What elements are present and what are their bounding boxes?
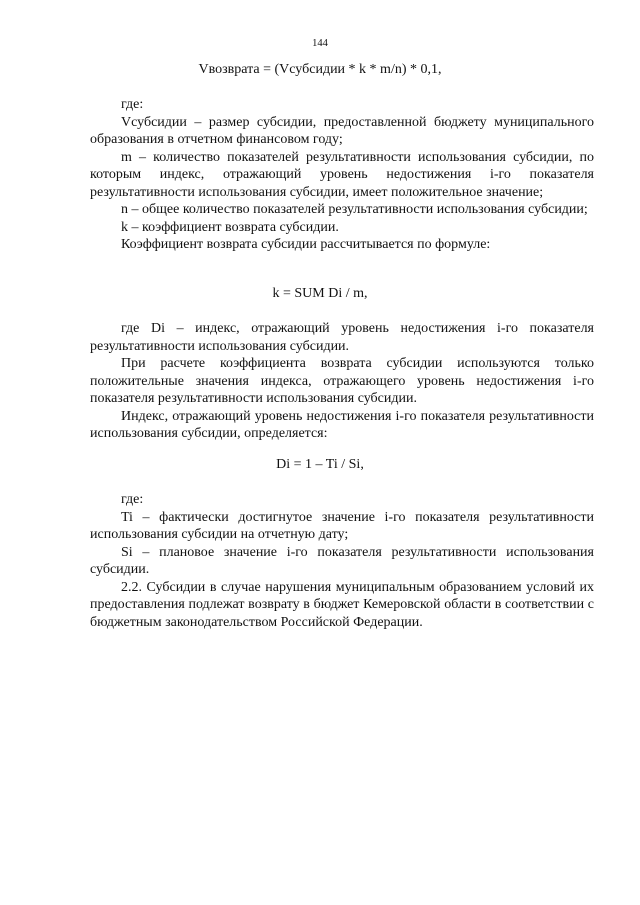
text-block-index bbox=[90, 320, 594, 443]
paragraph-v-subsidii: Vсубсидии – размер субсидии, предоставленной бюджету муниципального образования в отчетном финансовом году; bbox=[90, 114, 594, 147]
paragraph-gde: где: bbox=[121, 97, 144, 112]
paragraph-2-2: 2.2. Субсидии в случае нарушения муниципальным образованием условий их предоставления подлежат возврату в бюджет Кемеровской области в соответствии с бюджетным законодательством Российской Федерации. bbox=[90, 579, 594, 630]
formula-k: k = SUM Di / m, bbox=[272, 286, 368, 301]
paragraph-di-definition: где Di – индекс, отражающий уровень недостижения i-го показателя результативности использования субсидии. bbox=[90, 321, 594, 354]
page-number: 144 bbox=[312, 38, 328, 49]
text-block-ti-si bbox=[90, 491, 594, 631]
text-block-definitions bbox=[90, 96, 594, 254]
paragraph-k: k – коэффициент возврата субсидии. bbox=[121, 219, 339, 235]
paragraph-n: n – общее количество показателей результативности использования субсидии; bbox=[121, 202, 588, 217]
paragraph-index-defined: Индекс, отражающий уровень недостижения i-го показателя результативности использования субсидии, определяется: bbox=[90, 408, 594, 441]
formula-di: Di = 1 – Ti / Si, bbox=[276, 457, 364, 472]
paragraph-gde-2: где: bbox=[121, 492, 144, 507]
paragraph-si: Si – плановое значение i-го показателя результативности использования субсидии. bbox=[90, 544, 594, 577]
paragraph-k-intro: Коэффициент возврата субсидии рассчитывается по формуле: bbox=[121, 237, 491, 252]
formula-vozvrata: Vвозврата = (Vсубсидии * k * m/n) * 0,1, bbox=[198, 62, 442, 77]
paragraph-ti: Ti – фактически достигнутое значение i-го показателя результативности использования субсидии на отчетную дату; bbox=[90, 509, 594, 542]
paragraph-m: m – количество показателей результативности использования субсидии, по которым индекс, отражающий уровень недостижения i-го показателя результативности использования субсидии, имеет положительное значение; bbox=[90, 149, 594, 200]
paragraph-positive-values: При расчете коэффициента возврата субсидии используются только положительные значения индекса, отражающего уровень недостижения i-го показателя результативности использования субсидии. bbox=[90, 356, 594, 406]
